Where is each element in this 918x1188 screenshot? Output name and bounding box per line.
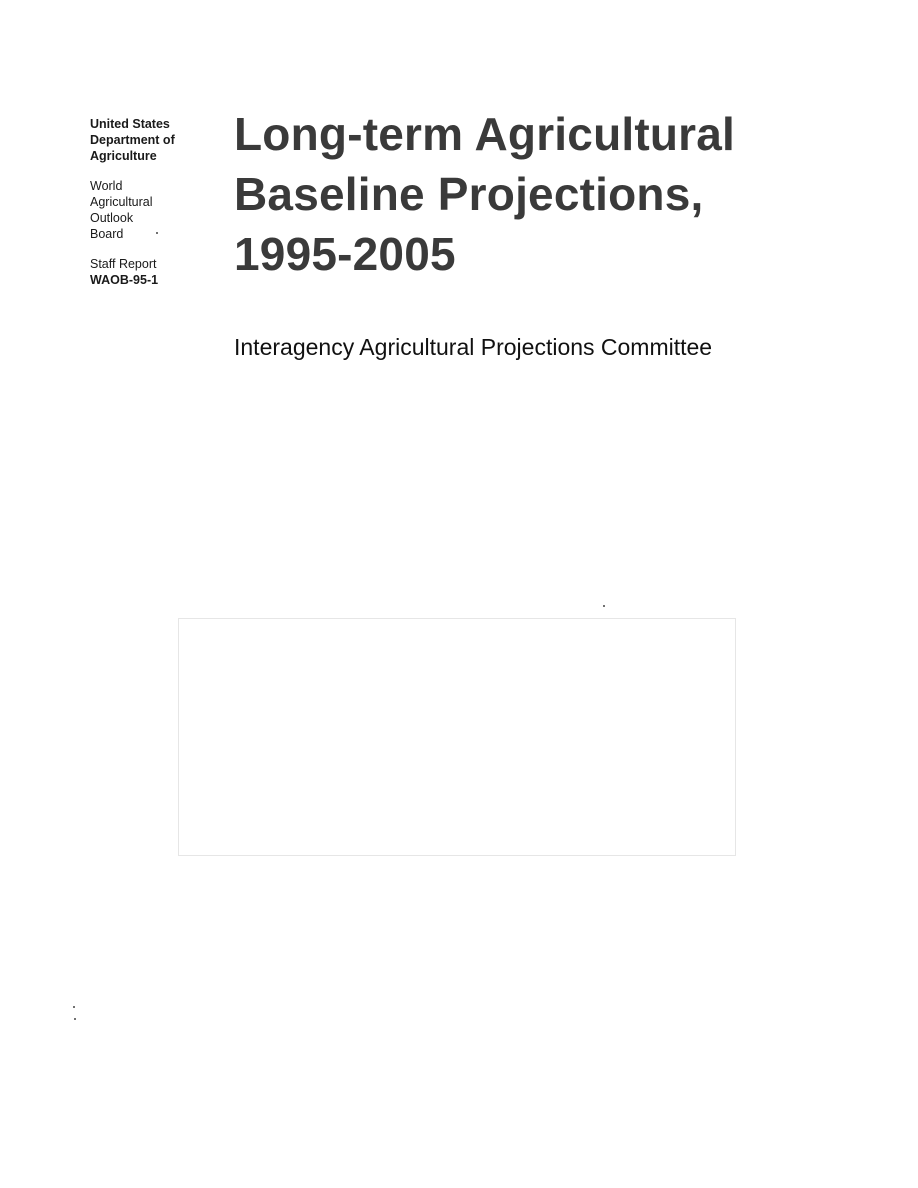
report-type: Staff Report	[90, 257, 157, 271]
report-number: WAOB-95-1	[90, 273, 159, 287]
speck-mark	[156, 232, 158, 234]
department-line: Agriculture	[90, 149, 157, 163]
board-line: World	[90, 179, 123, 193]
title-line: 1995-2005	[234, 228, 456, 280]
speck-mark	[73, 1006, 75, 1008]
department-line: United States	[90, 117, 170, 131]
agency-column	[90, 116, 210, 302]
report-block	[90, 256, 210, 288]
show-through-box	[178, 618, 736, 856]
board-line: Outlook	[90, 211, 134, 225]
speck-mark	[603, 605, 605, 607]
board-block	[90, 178, 210, 242]
department-block	[90, 116, 210, 164]
board-line: Board	[90, 227, 124, 241]
department-line: Department of	[90, 133, 175, 147]
board-line: Agricultural	[90, 195, 153, 209]
committee-name: Interagency Agricultural Projections Committee	[234, 334, 713, 360]
document-title	[234, 104, 874, 284]
speck-mark	[74, 1018, 76, 1020]
title-line: Long-term Agricultural	[234, 108, 736, 160]
title-line: Baseline Projections,	[234, 168, 704, 220]
